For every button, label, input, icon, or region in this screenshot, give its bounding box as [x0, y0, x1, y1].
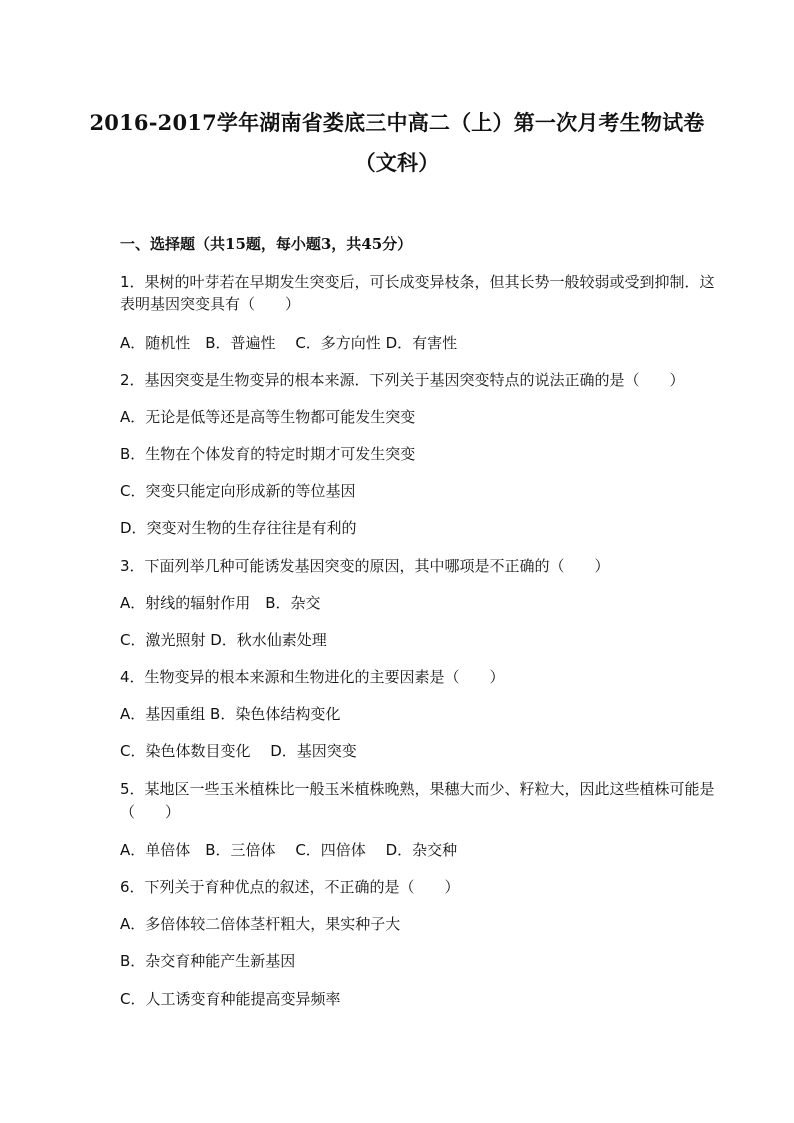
section-heading: 一、选择题（共15题，每小题3，共45分） — [120, 235, 413, 253]
question-2-option-b: B．生物在个体发育的特定时期才可发生突变 — [120, 445, 416, 463]
question-5-stem: 5．某地区一些玉米植株比一般玉米植株晚熟，果穗大而少、籽粒大，因此这些植株可能是 — [120, 780, 715, 798]
question-3-stem: 3．下面列举几种可能诱发基因突变的原因，其中哪项是不正确的（ ） — [120, 557, 610, 575]
question-1-stem-cont: 表明基因突变具有（ ） — [120, 295, 301, 313]
question-6-stem: 6．下列关于育种优点的叙述，不正确的是（ ） — [120, 878, 460, 896]
question-2-option-d: D．突变对生物的生存往往是有利的 — [120, 519, 357, 537]
question-4-options-cd: C．染色体数目变化 D．基因突变 — [120, 742, 357, 760]
question-6-option-c: C．人工诱变育种能提高变异频率 — [120, 990, 341, 1008]
question-6-option-a: A．多倍体较二倍体茎杆粗大，果实种子大 — [120, 915, 401, 933]
question-6-option-b: B．杂交育种能产生新基因 — [120, 952, 296, 970]
question-1-options: A．随机性 B．普遍性 C．多方向性 D．有害性 — [120, 334, 458, 352]
question-3-options-cd: C．激光照射 D．秋水仙素处理 — [120, 631, 327, 649]
question-2-option-a: A．无论是低等还是高等生物都可能发生突变 — [120, 408, 416, 426]
question-5-stem-cont: （ ） — [120, 803, 181, 821]
question-4-options-ab: A．基因重组 B．染色体结构变化 — [120, 705, 341, 723]
document-subtitle: （文科） — [354, 150, 440, 175]
document-title: 2016-2017学年湖南省娄底三中高二（上）第一次月考生物试卷 — [89, 110, 705, 135]
question-4-stem: 4．生物变异的根本来源和生物进化的主要因素是（ ） — [120, 668, 505, 686]
question-2-stem: 2．基因突变是生物变异的根本来源．下列关于基因突变特点的说法正确的是（ ） — [120, 371, 685, 389]
question-2-option-c: C．突变只能定向形成新的等位基因 — [120, 482, 356, 500]
question-3-options-ab: A．射线的辐射作用 B．杂交 — [120, 594, 321, 612]
question-1-stem: 1．果树的叶芽若在早期发生突变后，可长成变异枝条，但其长势一般较弱或受到抑制．这 — [120, 273, 715, 291]
question-5-options: A．单倍体 B．三倍体 C．四倍体 D．杂交种 — [120, 841, 458, 859]
